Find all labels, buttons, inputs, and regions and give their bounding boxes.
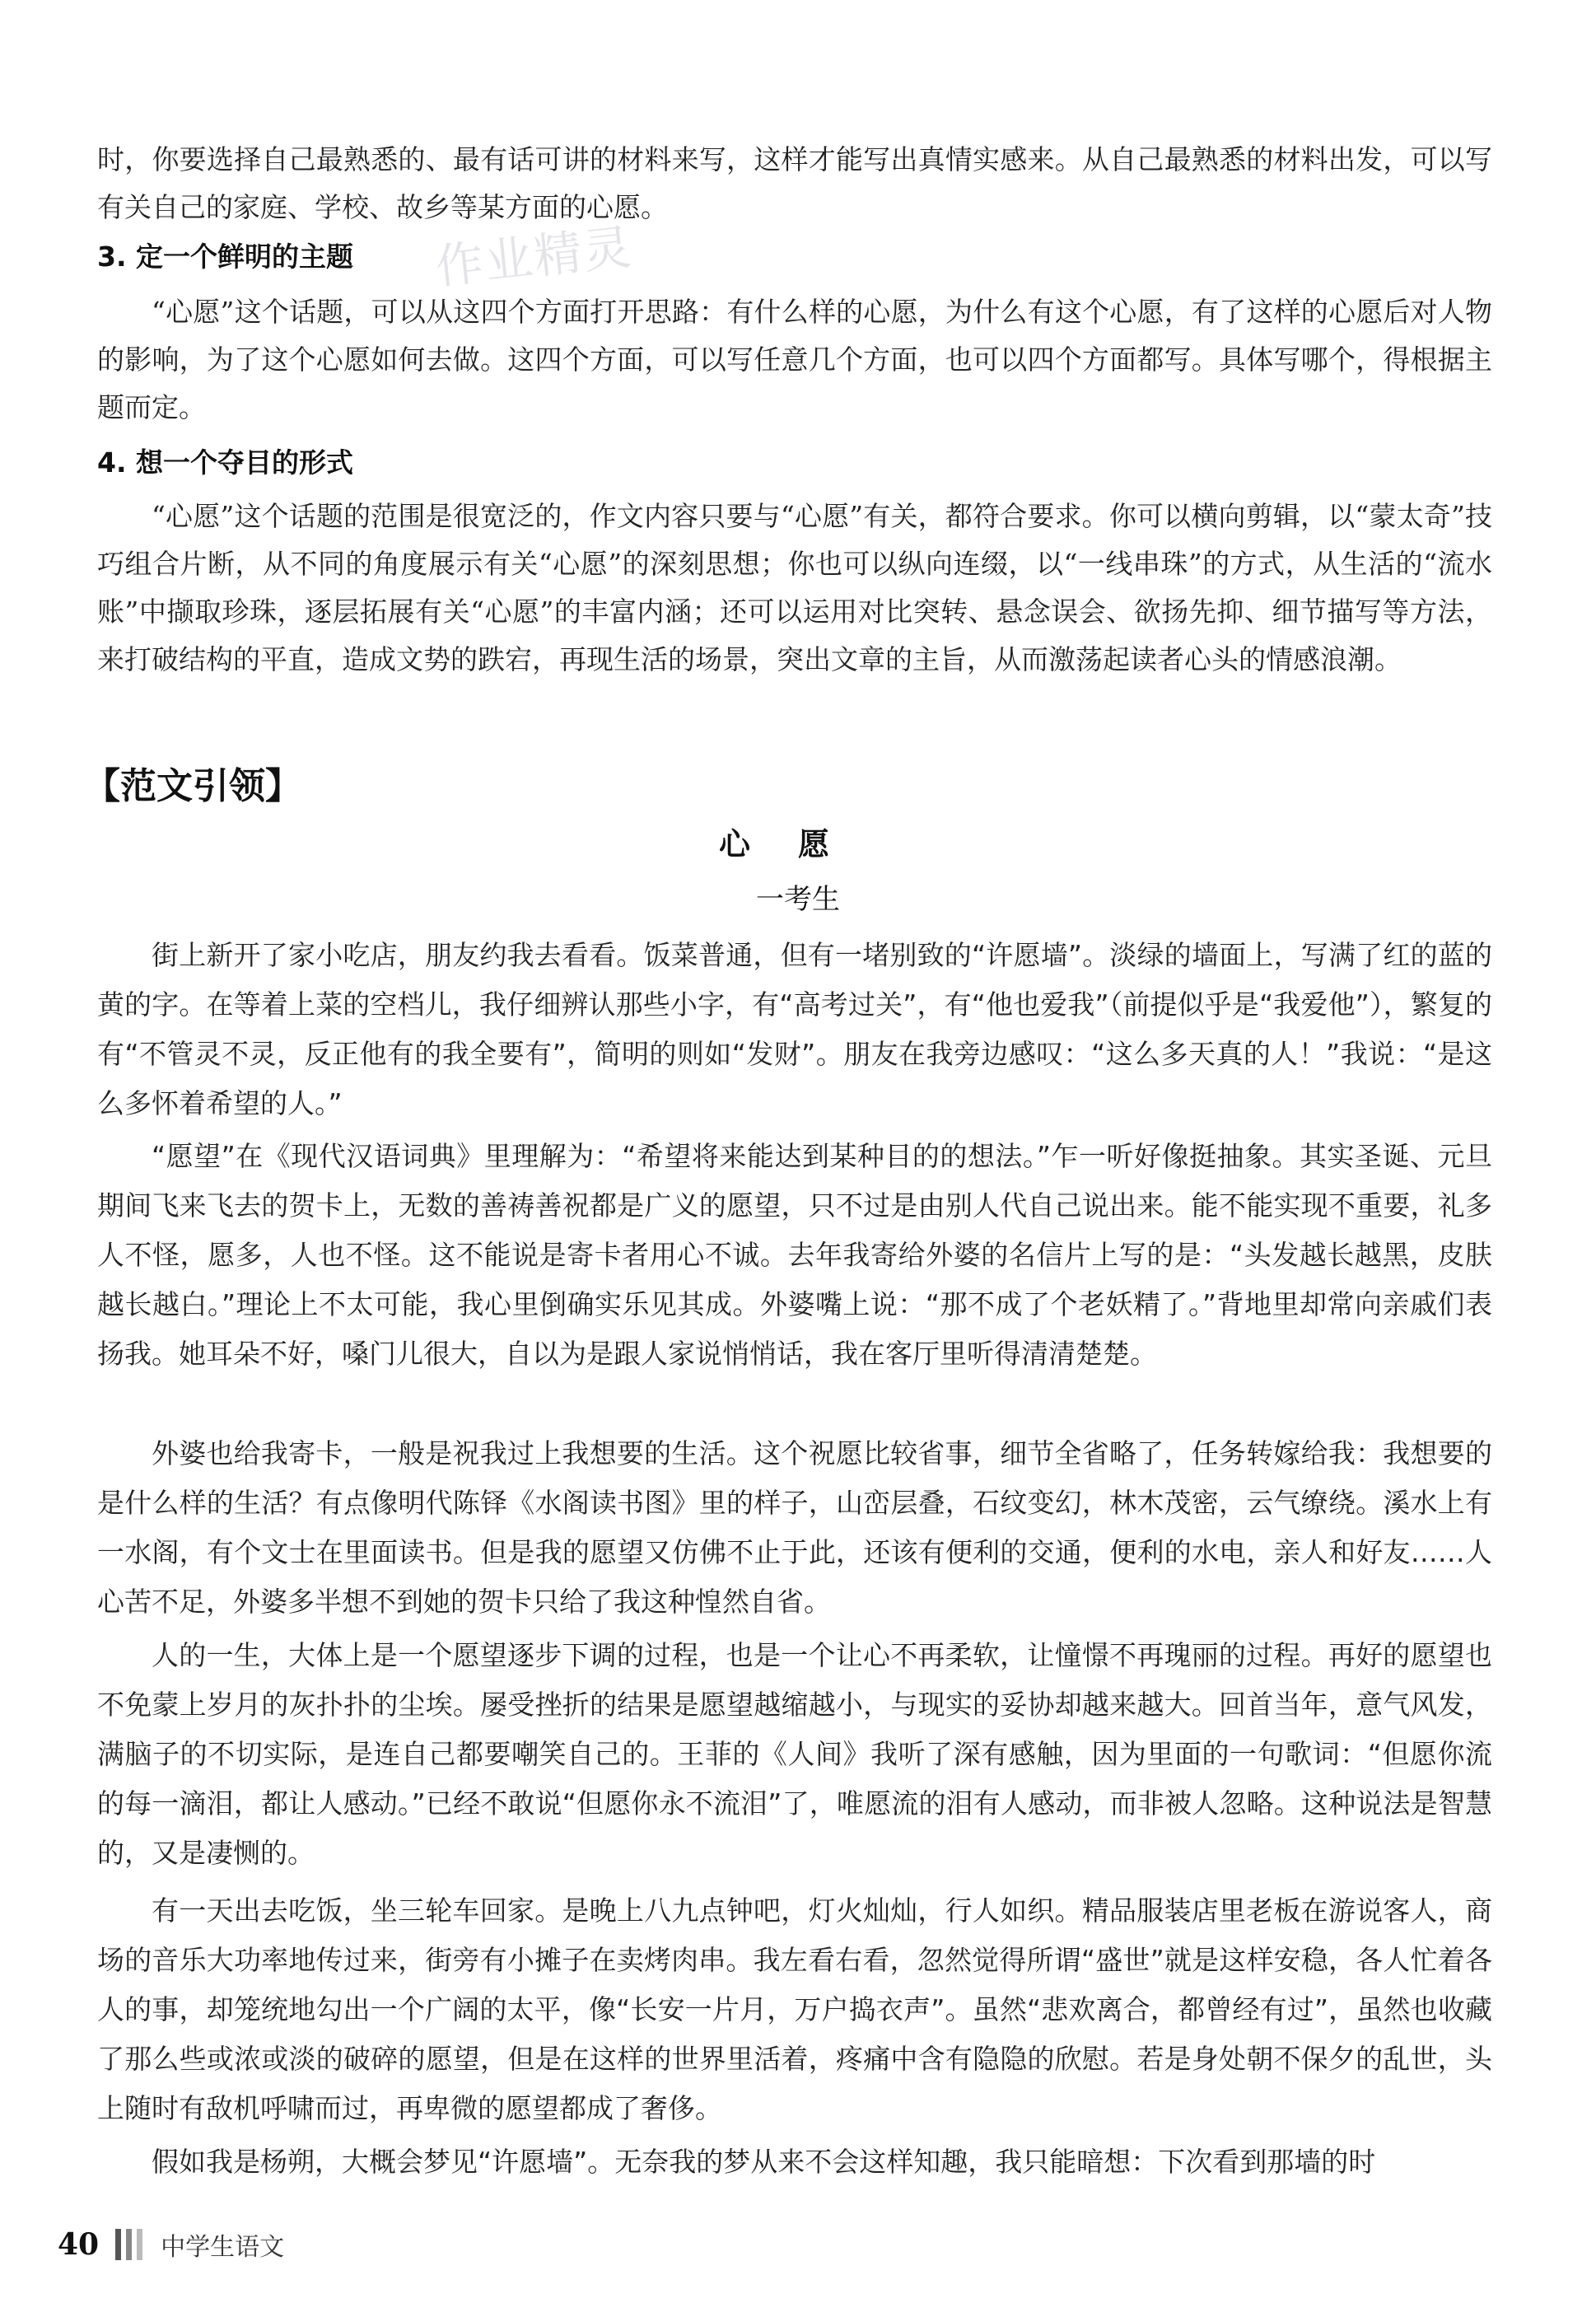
intro-paragraph: 时，你要选择自己最熟悉的、最有话可讲的材料来写，这样才能写出真情实感来。从自己最熟悉的材料出发，可以写有关自己的家庭、学校、故乡等某方面的心愿。 — [97, 143, 1492, 223]
page-number: 40 — [58, 2227, 100, 2262]
form-paragraph: “心愿”这个话题的范围是很宽泛的，作文内容只要与“心愿”有关，都符合要求。你可以横向剪辑，以“蒙太奇”技巧组合片断，从不同的角度展示有关“心愿”的深刻思想；你也可以纵向连缀，以“一线串珠”的方式，从生活的“流水账”中撷取珍珠，逐层拓展有关“心愿”的丰富内涵；还可以运用对比突转、悬念误会、欲扬先抑、细节描写等方法，来打破结构的平直，造成文势的跌宕，再现生活的场景，突出文章的主旨，从而激荡起读者心头的情感浪潮。 — [97, 500, 1492, 675]
essay-paragraph-1: 街上新开了家小吃店，朋友约我去看看。饭菜普通，但有一堵别致的“许愿墙”。淡绿的墙面上，写满了红的蓝的黄的字。在等着上菜的空档儿，我仔细辨认那些小字，有“高考过关”，有“他也爱我”（前提似乎是“我爱他”），繁复的有“不管灵不灵，反正他有的我全要有”，简明的则如“发财”。朋友在我旁边感叹：“这么多天真的人！”我说：“是这么多怀着希望的人。” — [97, 939, 1492, 1119]
footer-bars-decoration — [115, 2229, 142, 2260]
heading-form: 4. 想一个夺目的形式 — [97, 446, 353, 479]
heading-theme: 3. 定一个鲜明的主题 — [97, 241, 353, 273]
section-title: 【范文引领】 — [84, 765, 301, 807]
essay-paragraph-5: 有一天出去吃饭，坐三轮车回家。是晚上八九点钟吧，灯火灿灿，行人如织。精品服装店里老板在游说客人，商场的音乐大功率地传过来，街旁有小摊子在卖烤肉串。我左看右看，忽然觉得所谓“盛世”就是这样安稳，各人忙着各人的事，却笼统地勾出一个广阔的太平，像“长安一片月，万户捣衣声”。虽然“悲欢离合，都曾经有过”，虽然也收藏了那么些或浓或淡的破碎的愿望，但是在这样的世界里活着，疼痛中含有隐隐的欣慰。若是身处朝不保夕的乱世，头上随时有敌机呼啸而过，再卑微的愿望都成了奢侈。 — [97, 1894, 1492, 2124]
essay-author: 一考生 — [756, 883, 840, 916]
essay-paragraph-4: 人的一生，大体上是一个愿望逐步下调的过程，也是一个让心不再柔软，让憧憬不再瑰丽的过程。再好的愿望也不免蒙上岁月的灰扑扑的尘埃。屡受挫折的结果是愿望越缩越小，与现实的妥协却越来越大。回首当年，意气风发，满脑子的不切实际，是连自己都要嘲笑自己的。王菲的《人间》我听了深有感触，因为里面的一句歌词：“但愿你流的每一滴泪，都让人感动。”已经不敢说“但愿你永不流泪”了，唯愿流的泪有人感动，而非被人忽略。这种说法是智慧的，又是凄恻的。 — [97, 1639, 1492, 1869]
journal-name: 中学生语文 — [161, 2233, 285, 2262]
essay-title: 心愿 — [718, 826, 877, 862]
essay-paragraph-2: “愿望”在《现代汉语词典》里理解为：“希望将来能达到某种目的的想法。”乍一听好像挺抽象。其实圣诞、元旦期间飞来飞去的贺卡上，无数的善祷善祝都是广义的愿望，只不过是由别人代自己说出来。能不能实现不重要，礼多人不怪，愿多，人也不怪。这不能说是寄卡者用心不诚。去年我寄给外婆的名信片上写的是：“头发越长越黑，皮肤越长越白。”理论上不太可能，我心里倒确实乐见其成。外婆嘴上说：“那不成了个老妖精了。”背地里却常向亲戚们表扬我。她耳朵不好，嗓门儿很大，自以为是跟人家说悄悄话，我在客厅里听得清清楚楚。 — [97, 1140, 1492, 1370]
essay-paragraph-3: 外婆也给我寄卡，一般是祝我过上我想要的生活。这个祝愿比较省事，细节全省略了，任务转嫁给我：我想要的是什么样的生活？有点像明代陈铎《水阁读书图》里的样子，山峦层叠，石纹变幻，林木茂密，云气缭绕。溪水上有一水阁，有个文士在里面读书。但是我的愿望又仿佛不止于此，还该有便利的交通，便利的水电，亲人和好友……人心苦不足，外婆多半想不到她的贺卡只给了我这种惶然自省。 — [97, 1437, 1492, 1618]
page-footer — [58, 2224, 284, 2265]
theme-paragraph: “心愿”这个话题，可以从这四个方面打开思路：有什么样的心愿，为什么有这个心愿，有了这样的心愿后对人物的影响，为了这个心愿如何去做。这四个方面，可以写任意几个方面，也可以四个方面都写。具体写哪个，得根据主题而定。 — [97, 296, 1492, 423]
watermark: 作业精灵 — [432, 218, 636, 296]
essay-paragraph-6: 假如我是杨朔，大概会梦见“许愿墙”。无奈我的梦从来不会这样知趣，我只能暗想：下次看到那墙的时 — [152, 2146, 1376, 2178]
